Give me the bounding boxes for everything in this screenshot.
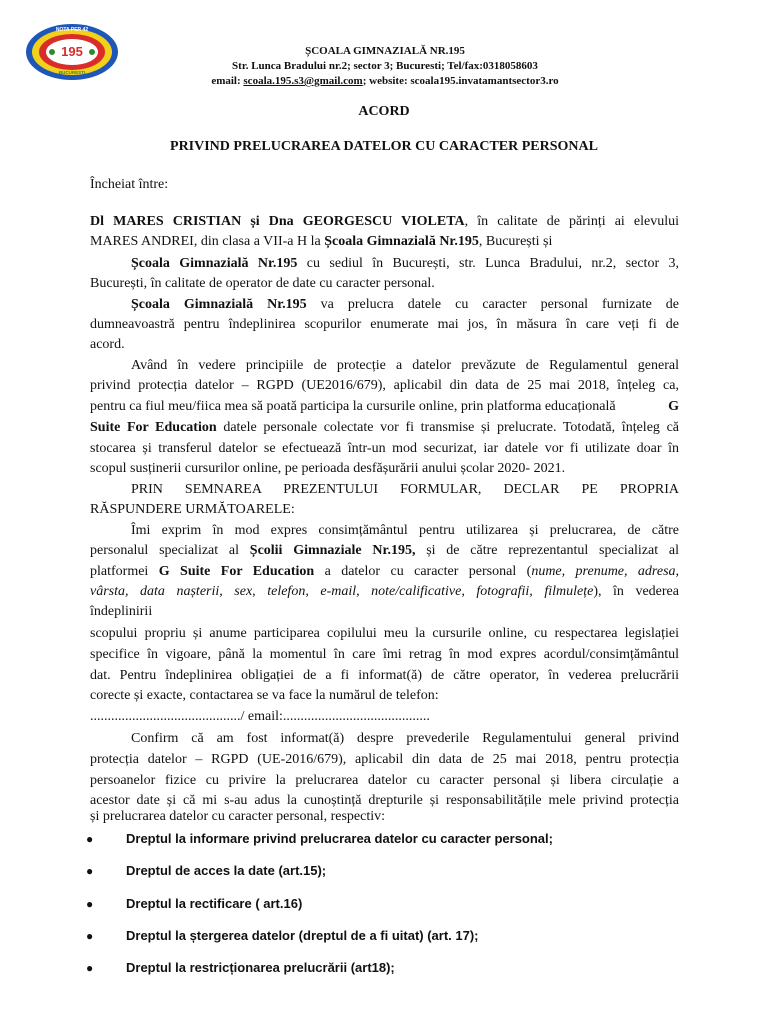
scope-line-3: dat. Pentru îndeplinirea obligației de a fi informat(ă) de către operator, în vederea prelucrării <box>90 668 679 683</box>
confirm-line-3: persoanelor fizice cu privire la prelucrarea datelor cu caracter personal și libera circulație a <box>90 773 679 788</box>
declaration-line-1: PRIN SEMNAREA PREZENTULUI FORMULAR, DECLAR PE PROPRIA <box>131 482 679 497</box>
personal-data-list: vârsta, data nașterii, sex, telefon, e-mail, note/calificative, fotografii, filmulețe <box>90 584 594 599</box>
confirm-line-2: protecția datelor – RGPD (UE-2016/679), aplicabil din data de 25 mai 2018, pentru protecția <box>90 752 679 767</box>
scope-line-2: specifice în vigoare, până la momentul în care îmi retrag în mod expres acordul/consimțământul <box>90 647 679 662</box>
parties-line-2: MARES ANDREI, din clasa a VII-a H la Școala Gimnazială Nr.195, București și <box>90 234 553 249</box>
scope-line-1: scopului propriu și anume participarea copilului meu la cursurile online, cu respectarea legislației <box>90 626 679 641</box>
school-name-header: ȘCOALA GIMNAZIALĂ NR.195 <box>305 45 465 57</box>
parents-names: Dl MARES CRISTIAN și Dna GEORGESCU VIOLETA <box>90 214 465 229</box>
consent-line-1: Îmi exprim în mod expres consimțământul pentru utilizarea și prelucrarea, de către <box>131 523 679 538</box>
confirm-line-1: Confirm că am fost informat(ă) despre prevederile Regulamentului general privind <box>131 731 679 746</box>
declaration-line-2: RĂSPUNDERE URMĂTOARELE: <box>90 502 295 517</box>
bullet-icon: ● <box>86 832 94 846</box>
document-title: ACORD <box>358 104 410 119</box>
gdpr-line-2: privind protecția datelor – RGPD (UE2016/679), aplicabil din data de 25 mai 2018, înțeleg ca, <box>90 378 679 393</box>
gsuite-name: Suite For Education <box>90 420 217 435</box>
processing-line-1: Școala Gimnazială Nr.195 va prelucra datele cu caracter personal furnizate de <box>131 297 680 312</box>
gdpr-line-1: Având în vedere principiile de protecție a datelor prevăzute de Regulamentul general <box>131 358 679 373</box>
bullet-icon: ● <box>86 864 94 878</box>
website-text: ; website: scoala195.invatamantsector3.ro <box>362 75 559 87</box>
consent-line-4: vârsta, data nașterii, sex, telefon, e-mail, note/calificative, fotografii, filmulețe), în vederea <box>90 584 679 599</box>
logo-bottom-text: BUCURESTI <box>58 70 86 75</box>
bullet-icon: ● <box>86 961 94 975</box>
document-subtitle: PRIVIND PRELUCRAREA DATELOR CU CARACTER PERSONAL <box>170 139 598 154</box>
email-label: email: <box>211 75 244 87</box>
confirm-line-5: și prelucrarea datelor cu caracter personal, respectiv: <box>90 809 385 824</box>
processing-line-2: dumneavoastră pentru îndeplinirea scopurilor enumerate mai jos, în măsura în care veți fi de <box>90 317 679 332</box>
scope-line-4: corecte și exacte, contactarea se va face la numărul de telefon: <box>90 688 439 703</box>
school-contact <box>120 74 650 89</box>
email-link[interactable]: scoala.195.s3@gmail.com <box>243 75 363 87</box>
bullet-icon: ● <box>86 897 94 911</box>
bullet-icon: ● <box>86 929 94 943</box>
gdpr-line-4: Suite For Education datele personale colectate vor fi transmise și prelucrate. Totodată, înțeleg că <box>90 420 680 435</box>
phone-email-fill-line: .........................................../ email:.......................................... <box>90 709 430 724</box>
gsuite-g: G <box>668 399 679 414</box>
school-address: Str. Lunca Bradului nr.2; sector 3; Bucuresti; Tel/fax:0318058603 <box>232 60 538 72</box>
logo-top-text: NOTA PER 42 <box>55 27 89 33</box>
school-logo <box>24 22 120 82</box>
consent-line-3: platformei G Suite For Education a datelor cu caracter personal (nume, prenume, adresa, <box>90 564 680 579</box>
operator-line-1: Școala Gimnazială Nr.195 cu sediul în București, str. Lunca Bradului, nr.2, sector 3, <box>131 256 679 271</box>
intro-text: Încheiat între: <box>90 177 169 192</box>
school-name: Școala Gimnazială Nr.195 <box>324 234 479 249</box>
logo-number: 195 <box>61 44 83 59</box>
gdpr-line-3: pentru ca fiul meu/fiica mea să poată participa la cursurile online, prin platforma educațională G <box>90 397 679 417</box>
operator-line-2: București, în calitate de operator de date cu caracter personal. <box>90 276 435 291</box>
parties-line-1: Dl MARES CRISTIAN și Dna GEORGESCU VIOLETA, în calitate de părinți ai elevului <box>90 214 680 229</box>
consent-line-5: îndeplinirii <box>90 604 153 619</box>
gdpr-line-5: stocarea și transferul datelor se efectuează într-un mod securizat, iar datele vor fi utilizate doar în <box>90 441 679 456</box>
confirm-line-4: acestor date și că mi s-au adus la cunoștință drepturile și responsabilitățile mele privind protecția <box>90 793 679 808</box>
processing-line-3: acord. <box>90 337 125 352</box>
gdpr-line-6: scopul susținerii cursurilor online, pe perioada desfășurării anului școlar 2020- 2021. <box>90 461 566 476</box>
consent-line-2: personalul specializat al Școlii Gimnaziale Nr.195, și de către reprezentantul specializat al <box>90 543 679 558</box>
